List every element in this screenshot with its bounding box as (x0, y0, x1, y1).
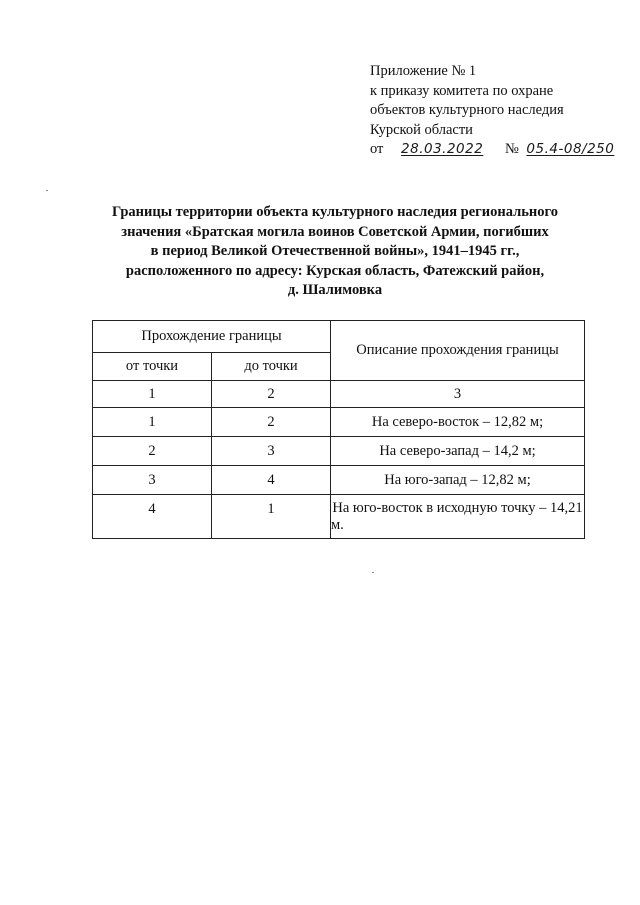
appendix-order-line: к приказу комитета по охране (370, 82, 554, 99)
order-number: 05.4-08/250 (526, 141, 615, 157)
scan-speck (372, 572, 374, 573)
from-point-cell: 4 (93, 495, 212, 539)
table-row (93, 466, 585, 495)
appendix-title: Приложение № 1 (370, 63, 477, 79)
appendix-committee-line: объектов культурного наследия (370, 102, 564, 118)
to-point-cell: 1 (212, 495, 331, 539)
title-line-3: в период Великой Отечественной войны», 1941–1945 гг., (150, 243, 520, 259)
table-row (93, 495, 585, 539)
table-header-row (93, 321, 585, 353)
order-date: 28.03.2022 (401, 141, 484, 157)
appendix-region-line: Курской области (370, 121, 473, 138)
to-point-cell: 2 (212, 408, 331, 437)
description-cell: На юго-запад – 12,82 м; (331, 466, 585, 495)
header-description: Описание прохождения границы (331, 321, 585, 381)
column-numbering-row (93, 381, 585, 408)
header-to-point: до точки (212, 353, 331, 381)
column-number-2: 2 (212, 381, 331, 408)
title-line-2: значения «Братская могила воинов Советской Армии, погибших (121, 223, 549, 240)
title-line-1: Границы территории объекта культурного наследия регионального (112, 204, 558, 220)
description-cell: На северо-запад – 14,2 м; (331, 437, 585, 466)
from-point-cell: 2 (93, 437, 212, 466)
description-cell: На северо-восток – 12,82 м; (331, 408, 585, 437)
date-prefix: от (370, 141, 384, 157)
column-number-3: 3 (331, 381, 585, 408)
column-number-1: 1 (93, 381, 212, 408)
appendix-block (370, 62, 618, 160)
scan-speck (46, 190, 48, 191)
document-title (90, 203, 580, 301)
title-line-5: д. Шалимовка (287, 282, 383, 298)
table-row (93, 408, 585, 437)
appendix-date-number-line (370, 140, 618, 160)
from-point-cell: 1 (93, 408, 212, 437)
from-point-cell: 3 (93, 466, 212, 495)
header-boundary-passage: Прохождение границы (93, 321, 331, 353)
to-point-cell: 3 (212, 437, 331, 466)
header-from-point: от точки (93, 353, 212, 381)
number-sign: № (504, 141, 519, 157)
table-row (93, 437, 585, 466)
boundary-table (92, 320, 585, 539)
description-cell: На юго-восток в исходную точку – 14,21 м. (331, 495, 585, 539)
to-point-cell: 4 (212, 466, 331, 495)
title-line-4: расположенного по адресу: Курская область, Фатежский район, (125, 262, 545, 279)
